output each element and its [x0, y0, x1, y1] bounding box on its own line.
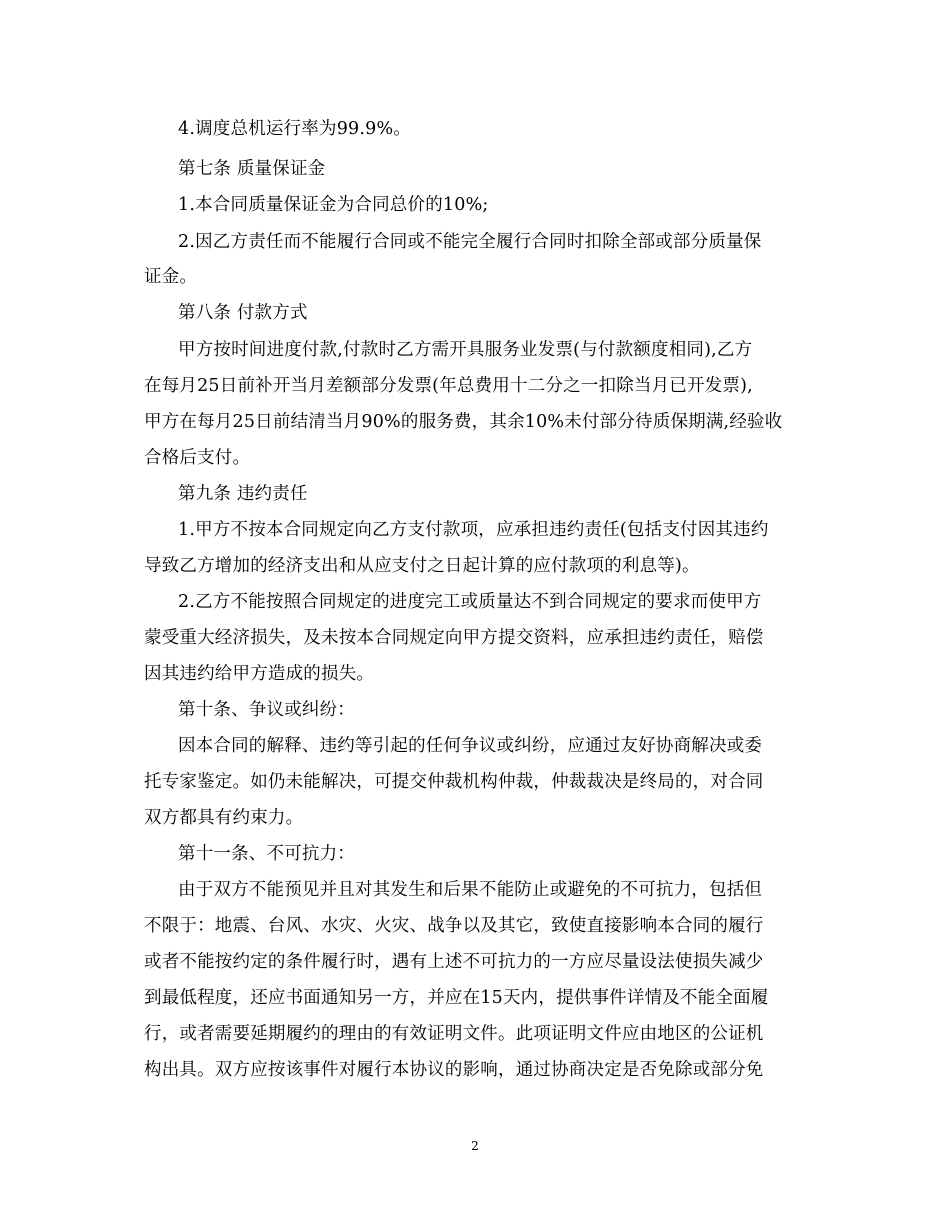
text-line: 2.乙方不能按照合同规定的进度完工或质量达不到合同规定的要求而使甲方: [178, 592, 762, 612]
text-line: 2.因乙方责任而不能履行合同或不能完全履行合同时扣除全部或部分质量保: [178, 232, 762, 252]
page-number: 2: [471, 1139, 479, 1153]
section-heading: 第十一条、不可抗力：: [178, 844, 355, 864]
text-line: 不限于：地震、台风、水灾、火灾、战争以及其它，致使直接影响本合同的履行: [144, 916, 764, 936]
text-line: 因本合同的解释、违约等引起的任何争议或纠纷，应通过友好协商解决或委: [178, 736, 763, 756]
text-line: 在每月25日前补开当月差额部分发票(年总费用十二分之一扣除当月已开发票),: [144, 376, 753, 396]
text-line: 由于双方不能预见并且对其发生和后果不能防止或避免的不可抗力，包括但: [178, 880, 763, 900]
section-heading: 第八条 付款方式: [178, 303, 308, 323]
text-line: 1.本合同质量保证金为合同总价的10%;: [178, 195, 489, 215]
text-line: 行，或者需要延期履约的理由的有效证明文件。此项证明文件应由地区的公证机: [144, 1024, 764, 1044]
text-line: 4.调度总机运行率为99.9%。: [178, 119, 411, 139]
text-line: 导致乙方增加的经济支出和从应支付之日起计算的应付款项的利息等)。: [144, 556, 700, 576]
text-line: 甲方按时间进度付款,付款时乙方需开具服务业发票(与付款额度相同),乙方: [178, 340, 753, 360]
text-line: 1.甲方不按本合同规定向乙方支付款项，应承担违约责任(包括支付因其违约: [178, 520, 769, 540]
text-line: 双方都具有约束力。: [144, 808, 304, 828]
text-line: 蒙受重大经济损失，及未按本合同规定向甲方提交资料，应承担违约责任，赔偿: [144, 628, 764, 648]
text-line: 合格后支付。: [144, 448, 251, 468]
text-line: 托专家鉴定。如仍未能解决，可提交仲裁机构仲裁，仲裁裁决是终局的，对合同: [144, 772, 764, 792]
text-line: 构出具。双方应按该事件对履行本协议的影响，通过协商决定是否免除或部分免: [144, 1060, 764, 1080]
text-line: 甲方在每月25日前结清当月90%的服务费，其余10%未付部分待质保期满,经验收: [144, 412, 783, 432]
text-line: 或者不能按约定的条件履行时，遇有上述不可抗力的一方应尽量设法使损失减少: [144, 952, 764, 972]
text-line: 到最低程度，还应书面通知另一方，并应在15天内，提供事件详情及不能全面履: [144, 988, 769, 1008]
section-heading: 第九条 违约责任: [178, 484, 308, 504]
text-line: 证金。: [144, 267, 198, 287]
section-heading: 第七条 质量保证金: [178, 159, 326, 179]
text-line: 因其违约给甲方造成的损失。: [144, 664, 375, 684]
section-heading: 第十条、争议或纠纷：: [178, 700, 355, 720]
